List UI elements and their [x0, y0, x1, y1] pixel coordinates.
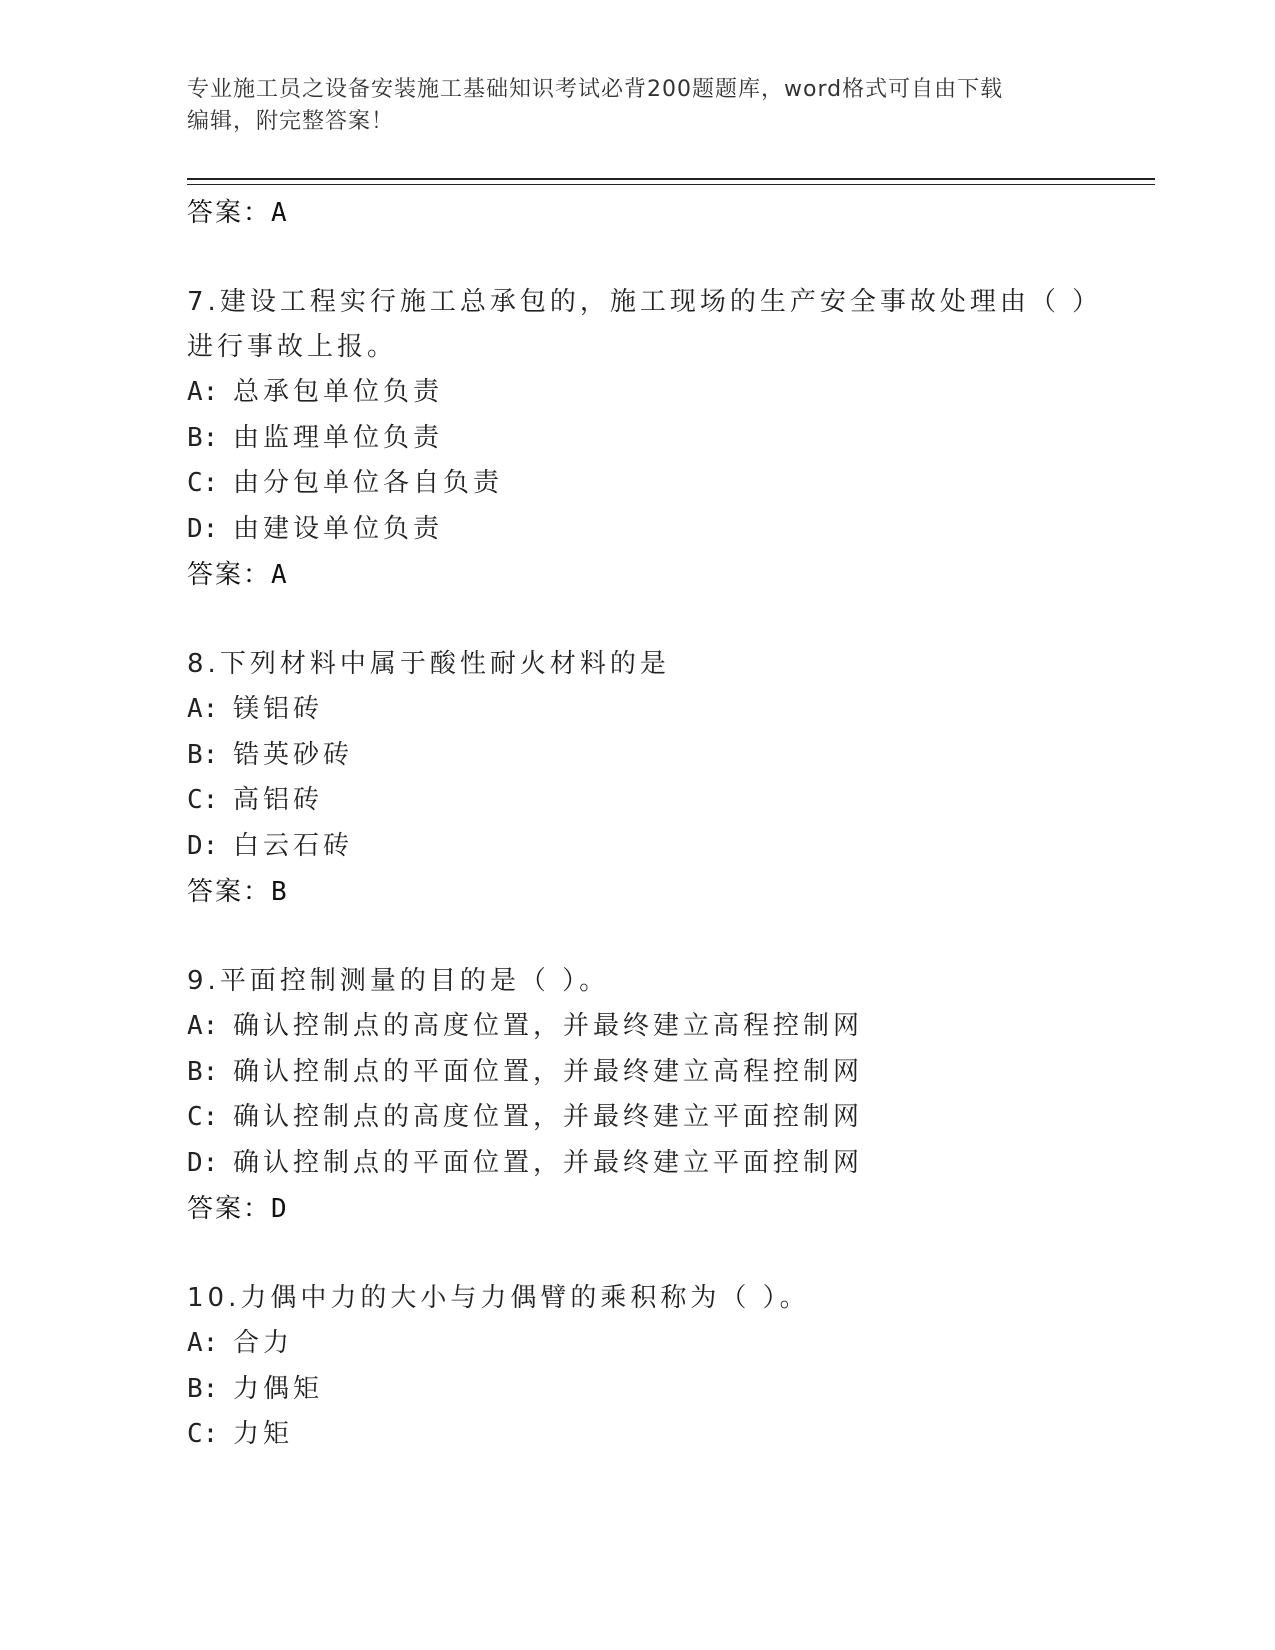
option-b [187, 1050, 1147, 1096]
option-letter: A: [187, 1328, 219, 1358]
question-text-line-1: 建设工程实行施工总承包的，施工现场的生产安全事故处理由（ ） [219, 287, 1103, 317]
option-a [187, 370, 1147, 416]
option-letter: C: [187, 785, 219, 815]
question-text-line-1: 下列材料中属于酸性耐火材料的是 [219, 649, 670, 679]
question-text [187, 1276, 1147, 1321]
option-letter: C: [187, 1419, 219, 1449]
option-letter: A: [187, 1011, 219, 1041]
option-a [187, 687, 1147, 733]
answer-value: D [271, 1194, 289, 1224]
option-letter: B: [187, 1056, 219, 1087]
option-text: 由建设单位负责 [233, 513, 444, 544]
option-text: 由监理单位负责 [233, 422, 444, 453]
answer-line [187, 869, 1147, 915]
option-letter: C: [187, 468, 219, 498]
option-letter: B: [187, 422, 219, 453]
option-text: 锆英砂砖 [233, 739, 354, 770]
option-a [187, 1004, 1147, 1050]
option-text: 总承包单位负责 [233, 377, 444, 407]
question-number: 7. [187, 287, 220, 317]
option-letter: A: [187, 694, 219, 724]
header-title-line-1: 专业施工员之设备安装施工基础知识考试必背200题题库，word格式可自由下载 [187, 77, 1004, 102]
answer-label: 答案： [187, 1194, 272, 1224]
option-text: 力偶矩 [233, 1373, 324, 1404]
option-text: 确认控制点的高度位置，并最终建立平面控制网 [233, 1102, 864, 1132]
answer-value: B [271, 877, 289, 907]
option-letter: D: [187, 513, 219, 544]
option-letter: D: [187, 1147, 219, 1178]
question-number: 9. [187, 966, 220, 996]
option-a [187, 1321, 1147, 1367]
question-number: 8. [187, 649, 220, 679]
header-title-line-2: 编辑，附完整答案！ [187, 109, 395, 134]
question-text-line-1: 平面控制测量的目的是（ ）。 [219, 966, 610, 996]
option-d [187, 824, 1147, 870]
option-c [187, 461, 1147, 507]
question-text [187, 280, 1147, 325]
answer-line [187, 1186, 1147, 1232]
option-text: 确认控制点的高度位置，并最终建立高程控制网 [233, 1011, 864, 1041]
option-text: 力矩 [233, 1419, 294, 1449]
option-text: 由分包单位各自负责 [233, 468, 504, 498]
question-text-line-1: 力偶中力的大小与力偶臂的乘积称为（ ）。 [240, 1283, 810, 1313]
answer-value: A [271, 198, 289, 228]
question-9 [187, 959, 1147, 1232]
question-text-line-2: 进行事故上报。 [187, 332, 398, 362]
option-letter: B: [187, 1373, 219, 1404]
option-text: 高铝砖 [233, 785, 324, 815]
option-c [187, 1412, 1147, 1458]
question-number: 10. [187, 1283, 241, 1313]
question-8 [187, 642, 1147, 915]
answer-line [187, 552, 1147, 598]
question-10 [187, 1276, 1147, 1458]
option-text: 镁铝砖 [233, 694, 324, 724]
question-text [187, 642, 1147, 687]
option-text: 确认控制点的平面位置，并最终建立高程控制网 [233, 1056, 864, 1087]
option-letter: C: [187, 1102, 219, 1132]
answer-value: A [271, 560, 289, 590]
option-text: 白云石砖 [233, 830, 354, 861]
option-d [187, 1141, 1147, 1187]
option-c [187, 1095, 1147, 1141]
option-b [187, 416, 1147, 462]
question-7 [187, 280, 1147, 598]
option-letter: D: [187, 830, 219, 861]
answer-label: 答案： [187, 877, 272, 907]
option-letter: B: [187, 739, 219, 770]
option-c [187, 778, 1147, 824]
question-list [187, 190, 1147, 1458]
option-d [187, 507, 1147, 553]
answer-line-q6 [187, 190, 1147, 236]
answer-label: 答案： [187, 560, 272, 590]
option-text: 确认控制点的平面位置，并最终建立平面控制网 [233, 1147, 864, 1178]
option-letter: A: [187, 377, 219, 407]
answer-label: 答案： [187, 198, 272, 228]
header-divider [187, 178, 1155, 185]
question-text [187, 959, 1147, 1004]
document-header [187, 74, 1067, 138]
option-text: 合力 [233, 1328, 294, 1358]
option-b [187, 1367, 1147, 1413]
option-b [187, 733, 1147, 779]
